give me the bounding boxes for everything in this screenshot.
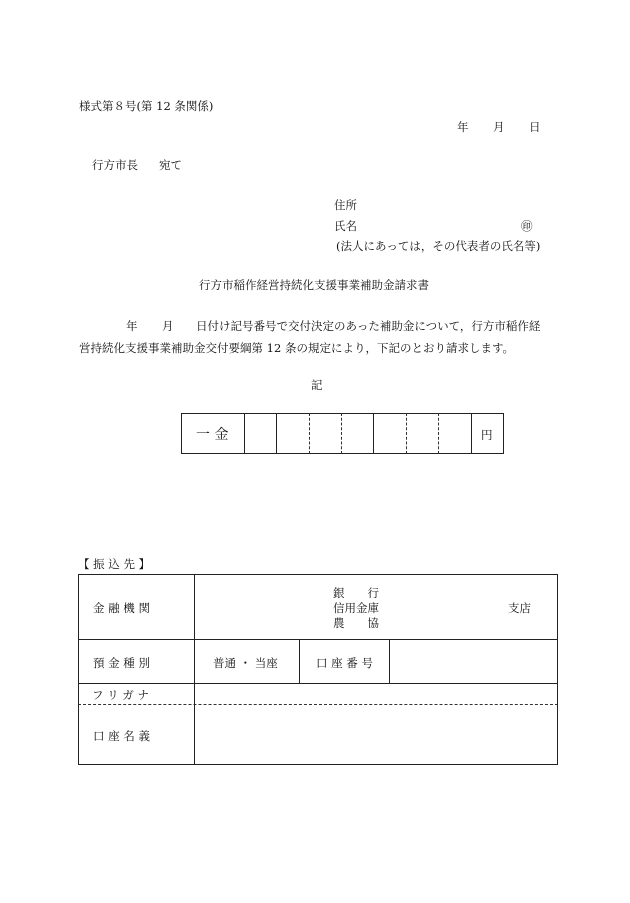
seal-mark: ㊞ — [521, 219, 533, 233]
branch-label: 支店 — [508, 601, 531, 615]
deposit-type-label: 預 金 種 別 — [93, 656, 150, 670]
form-number: 様式第８号(第 12 条関係) — [79, 99, 214, 113]
body-line-2: 営持続化支援事業補助金交付要綱第 12 条の規定により，下記のとおり請求します。 — [79, 341, 515, 355]
bank-type-agricultural-coop: 農 協 — [333, 616, 379, 630]
amount-unit: 円 — [481, 428, 493, 442]
body-year: 年 — [126, 319, 138, 333]
addressee-name: 行方市長 — [92, 158, 138, 172]
representative-note: (法人にあっては，その代表者の氏名等) — [336, 239, 541, 253]
address-label: 住所 — [334, 198, 357, 212]
date-month-label: 月 — [493, 120, 505, 134]
institution-label: 金 融 機 関 — [93, 601, 150, 615]
bank-type-bank: 銀 行 — [333, 586, 379, 600]
date-day-label: 日 — [529, 120, 541, 134]
document-title: 行方市稲作経営持続化支援事業補助金請求書 — [199, 278, 429, 292]
transfer-heading: 【 振 込 先 】 — [78, 557, 151, 571]
addressee-suffix: 宛て — [159, 158, 182, 172]
date-year-label: 年 — [457, 120, 469, 134]
amount-prefix: 一 金 — [196, 427, 229, 443]
bank-type-credit-union: 信用金庫 — [333, 601, 379, 615]
furigana-label: フ リ ガ ナ — [92, 688, 149, 702]
account-number-label: 口 座 番 号 — [316, 656, 373, 670]
body-line-1: 日付け記号番号で交付決定のあった補助金について，行方市稲作経 — [196, 319, 541, 333]
body-month: 月 — [162, 319, 174, 333]
account-name-label: 口 座 名 義 — [93, 729, 150, 743]
deposit-type-value: 普通 ・ 当座 — [213, 656, 278, 670]
name-label: 氏名 — [334, 219, 357, 233]
ki-mark: 記 — [311, 378, 323, 392]
